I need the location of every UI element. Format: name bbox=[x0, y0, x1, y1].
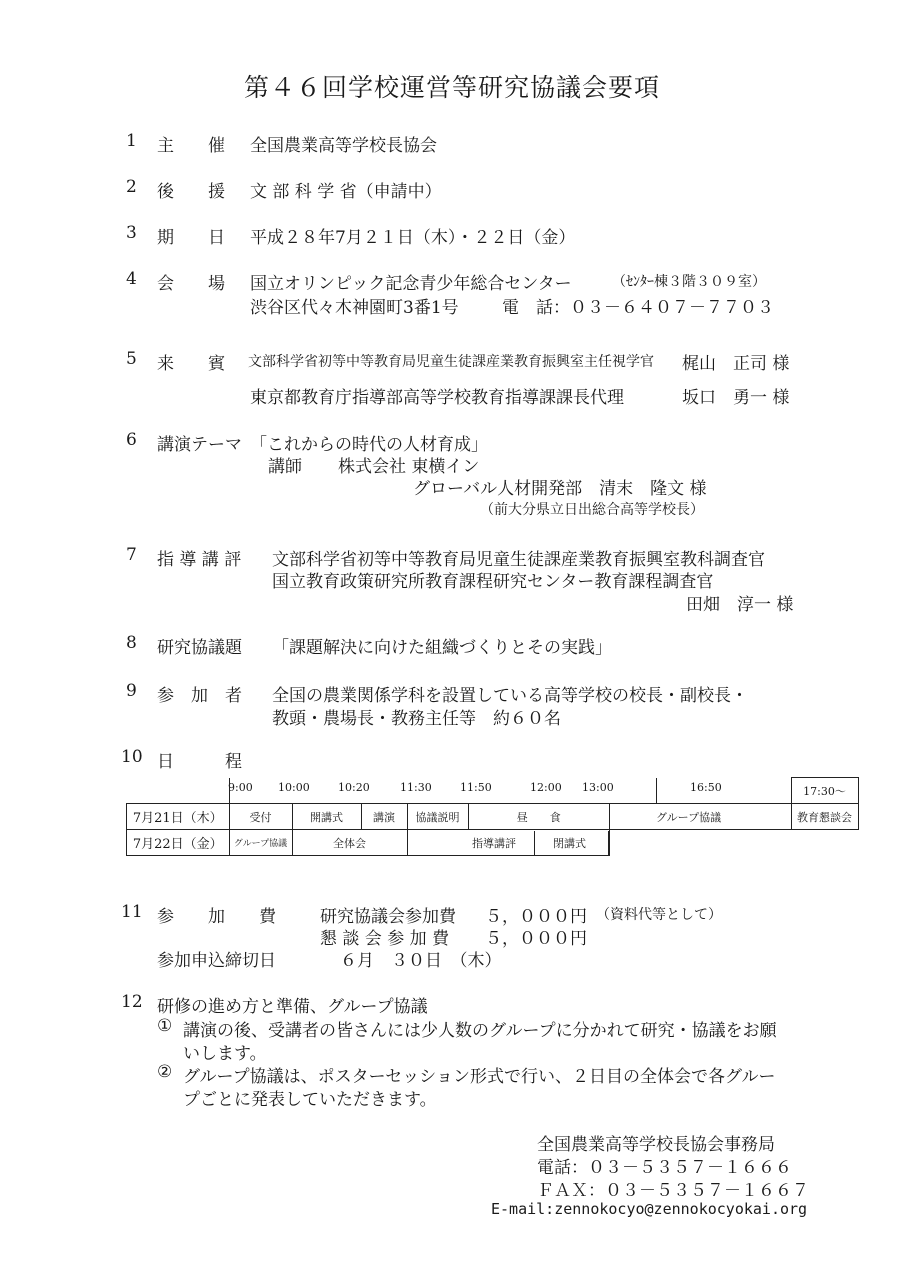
section-number: 12 bbox=[121, 992, 143, 1012]
section-number: 5 bbox=[126, 349, 137, 369]
schedule-time: 16:50 bbox=[690, 781, 722, 794]
contact-phone: 電話：０３－５３５７－１６６６ bbox=[537, 1158, 792, 1178]
reviewer-name: 田畑 淳一 様 bbox=[686, 595, 794, 615]
schedule-reception-party: 教育懇談会 bbox=[791, 804, 858, 830]
section-number: 2 bbox=[126, 177, 137, 197]
schedule-opening: 開講式 bbox=[292, 804, 361, 830]
reviewer-org-2: 国立教育政策研究所教育課程研究センター教育課程調査官 bbox=[272, 572, 714, 592]
section-number: 11 bbox=[121, 902, 143, 922]
research-topic: 「課題解決に向けた組織づくりとその実践」 bbox=[272, 638, 612, 658]
point-text: 講演の後、受講者の皆さんには少人数のグループに分かれて研究・協議をお願 bbox=[183, 1021, 777, 1041]
schedule-time: 17:30～ bbox=[791, 778, 858, 804]
contact-fax: ＦＡＸ：０３－５３５７－１６６７ bbox=[537, 1181, 809, 1201]
schedule-day-1: 7月21日（木） bbox=[127, 804, 230, 830]
guest-name: 坂口 勇一 様 bbox=[682, 388, 790, 408]
section-number: 3 bbox=[126, 223, 137, 243]
fee-label: 懇 談 会 参 加 費 bbox=[320, 929, 450, 949]
fee-note: （資料代等として） bbox=[596, 907, 722, 923]
schedule-lunch: 昼 食 bbox=[468, 804, 610, 830]
schedule-lecture: 講演 bbox=[361, 804, 407, 830]
venue-room: （ｾﾝﾀｰ棟３階３０９室） bbox=[612, 274, 766, 290]
section-number: 7 bbox=[126, 545, 137, 565]
deadline-label: 参加申込締切日 bbox=[157, 951, 276, 971]
section-label: 研究協議題 bbox=[157, 638, 242, 658]
organizer: 全国農業高等学校長協会 bbox=[250, 136, 437, 156]
schedule-plenary: 全体会 bbox=[292, 830, 407, 856]
participants-line-1: 全国の農業関係学科を設置している高等学校の校長・副校長・ bbox=[272, 686, 748, 706]
contact-email: E-mail:zennokocyo@zennokocyokai.org bbox=[491, 1200, 808, 1218]
schedule-time: 10:00 bbox=[278, 781, 310, 794]
guest-name: 梶山 正司 様 bbox=[682, 354, 790, 374]
section-label: 会 場 bbox=[157, 274, 225, 294]
contact-office: 全国農業高等学校長協会事務局 bbox=[537, 1135, 775, 1155]
schedule-reception: 受付 bbox=[229, 804, 292, 830]
schedule-time: 9:00 bbox=[228, 781, 253, 794]
section-label: 参 加 者 bbox=[157, 686, 242, 706]
section-label: 指 導 講 評 bbox=[157, 550, 242, 570]
section-number: 4 bbox=[126, 269, 137, 289]
lecturer-name: グローバル人材開発部 清末 隆文 様 bbox=[413, 479, 707, 499]
schedule-time: 13:00 bbox=[582, 781, 614, 794]
deadline-value: ６月 ３０日 （木） bbox=[340, 951, 502, 971]
section-label: 日 程 bbox=[157, 752, 242, 772]
section-number: 8 bbox=[126, 633, 137, 653]
point-text: いします。 bbox=[183, 1044, 267, 1064]
point-text: グループ協議は、ポスターセッション形式で行い、２日目の全体会で各グルー bbox=[183, 1067, 776, 1087]
schedule-time: 12:00 bbox=[530, 781, 562, 794]
lecturer-company: 株式会社 東横イン bbox=[338, 457, 480, 477]
schedule-time: 11:50 bbox=[460, 781, 492, 794]
lecturer-label: 講師 bbox=[268, 457, 302, 477]
section-number: 6 bbox=[126, 430, 137, 450]
schedule-closing: 閉講式 bbox=[534, 831, 608, 856]
schedule-time: 10:20 bbox=[338, 781, 370, 794]
section-label: 主 催 bbox=[157, 136, 225, 156]
venue-phone: 電 話：０３－６４０７－７７０３ bbox=[502, 298, 774, 318]
participants-line-2: 教頭・農場長・教務主任等 約６０名 bbox=[272, 709, 561, 729]
event-date: 平成２８年7月２１日（木）・２２日（金） bbox=[250, 228, 576, 248]
fee-value: ５，０００円 bbox=[485, 907, 587, 927]
section-number: 9 bbox=[126, 681, 137, 701]
schedule-time: 11:30 bbox=[400, 781, 432, 794]
schedule-group-discussion: グループ協議 bbox=[656, 804, 791, 830]
section-label: 講演テーマ bbox=[157, 435, 242, 455]
point-text: プごとに発表していただきます。 bbox=[183, 1090, 437, 1110]
section-number: 1 bbox=[126, 131, 137, 151]
guest-organization: 文部科学省初等中等教育局児童生徒課産業教育振興室主任視学官 bbox=[248, 354, 654, 370]
venue-name: 国立オリンピック記念青少年総合センター bbox=[250, 274, 572, 294]
schedule-explanation: 協議説明 bbox=[407, 804, 468, 830]
lecturer-note: （前大分県立日出総合高等学校長） bbox=[480, 502, 704, 518]
section-label: 後 援 bbox=[157, 182, 225, 202]
point-marker: ② bbox=[157, 1062, 173, 1082]
schedule-group-discussion: グループ協議 bbox=[229, 830, 292, 856]
section-label: 期 日 bbox=[157, 228, 225, 248]
section-label: 来 賓 bbox=[157, 354, 225, 374]
section-label: 参 加 費 bbox=[157, 907, 276, 927]
section-number: 10 bbox=[121, 747, 143, 767]
fee-value: ５，０００円 bbox=[485, 929, 587, 949]
lecture-theme: 「これからの時代の人材育成」 bbox=[250, 435, 488, 455]
schedule-table bbox=[126, 777, 859, 856]
guest-organization: 東京都教育庁指導部高等学校教育指導課課長代理 bbox=[250, 388, 624, 408]
schedule-day-2: 7月22日（金） bbox=[127, 830, 230, 856]
sponsor: 文 部 科 学 省（申請中） bbox=[250, 182, 442, 202]
venue-address: 渋谷区代々木神園町3番1号 bbox=[250, 298, 459, 318]
reviewer-org-1: 文部科学省初等中等教育局児童生徒課産業教育振興室教科調査官 bbox=[272, 550, 765, 570]
schedule-review: 指導講評 bbox=[472, 836, 516, 850]
page-title: 第４６回学校運営等研究協議会要項 bbox=[243, 73, 660, 102]
point-marker: ① bbox=[157, 1016, 173, 1036]
fee-label: 研究協議会参加費 bbox=[320, 907, 456, 927]
section-label: 研修の進め方と準備、グループ協議 bbox=[157, 997, 428, 1017]
